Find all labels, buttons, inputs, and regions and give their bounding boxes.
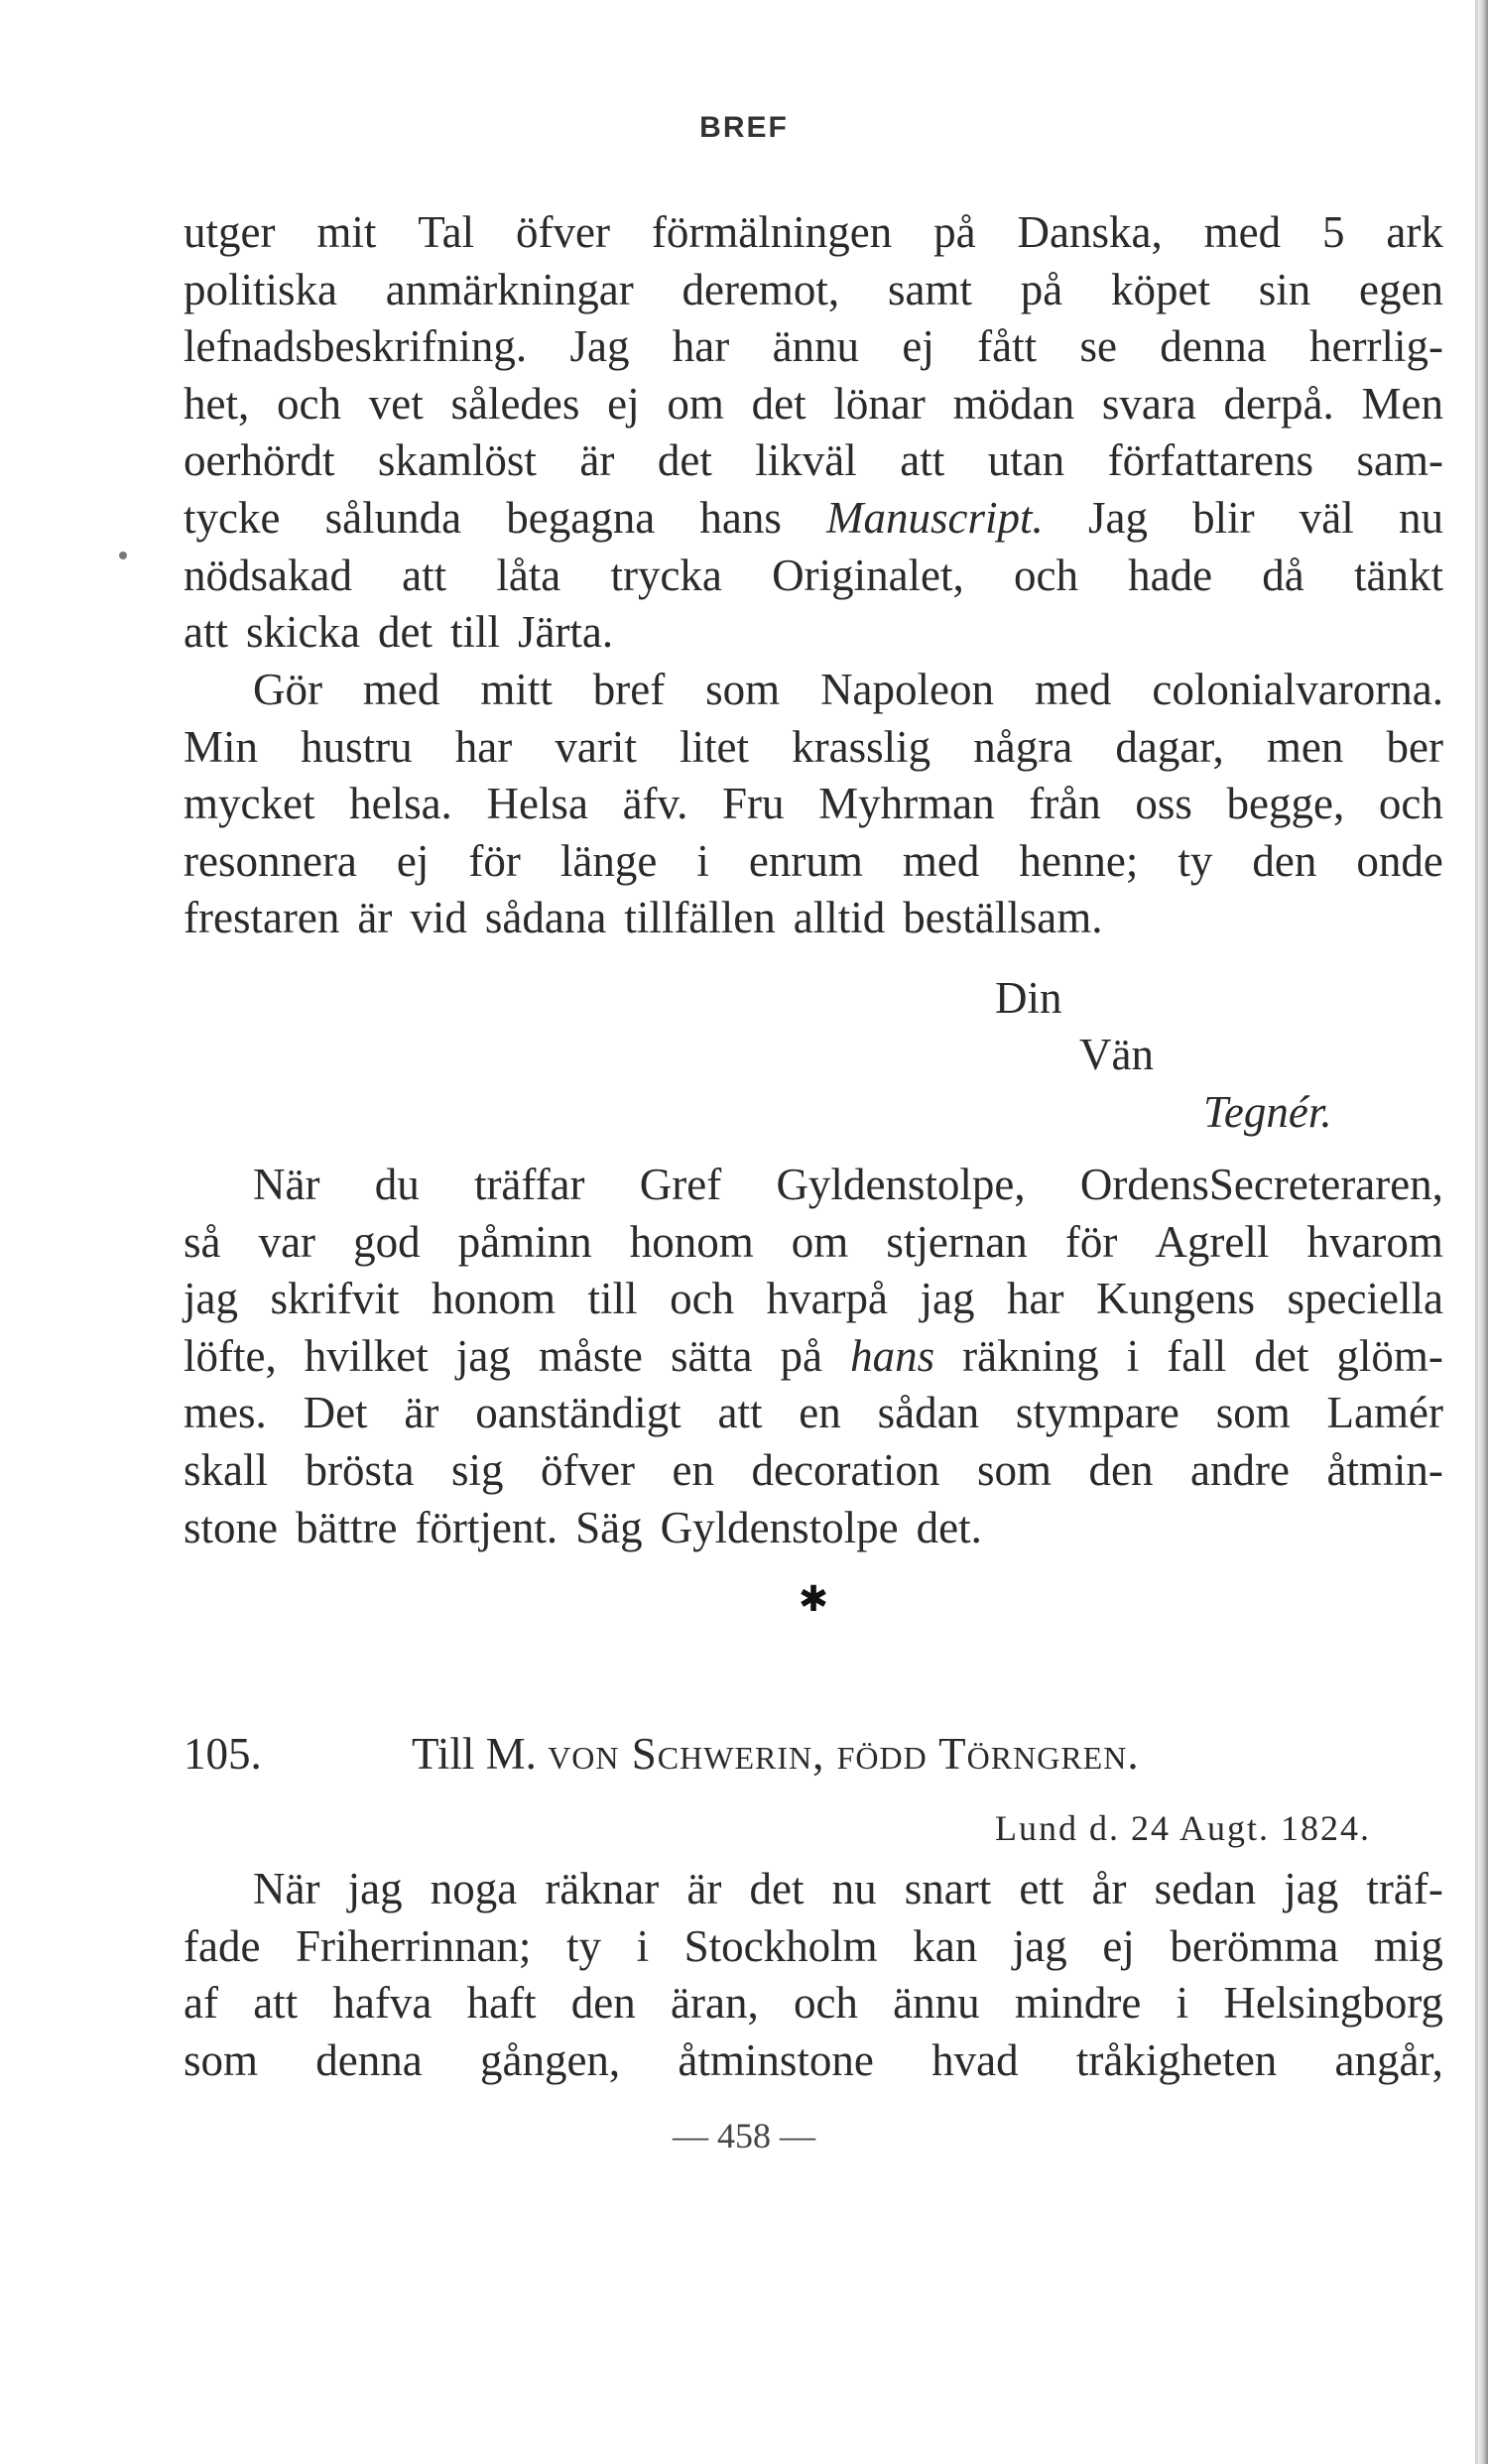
letter-title-prefix: Till M.: [412, 1729, 537, 1779]
text-line: politiska anmärkningar deremot, samt på köpet sin egen: [184, 264, 1443, 314]
paragraph-1: [184, 204, 1443, 662]
asterisk-separator-icon: ✱: [798, 1579, 829, 1620]
text-line: fade Friherrinnan; ty i Stockholm kan jag ej berömma mig: [184, 1920, 1443, 1971]
signature-name: Tegnér.: [1203, 1087, 1332, 1137]
text-line: nödsakad att låta trycka Originalet, och hade då tänkt: [184, 550, 1443, 600]
paragraph-2: [184, 662, 1443, 947]
text-line: som denna gången, åtminstone hvad tråkigheten angår,: [184, 2034, 1443, 2085]
text-line: lefnadsbeskrifning. Jag har ännu ej fått se denna herrlig-: [184, 321, 1443, 372]
margin-mark: [119, 552, 127, 559]
letter-title-name: von Schwerin, född Törngren.: [548, 1729, 1140, 1779]
text-line: frestaren är vid sådana tillfällen alltid beställsam.: [184, 893, 1103, 943]
text-line: skall brösta sig öfver en decoration som den andre åtmin-: [184, 1444, 1443, 1495]
signature-van: Vän: [1079, 1030, 1154, 1079]
text-line: löfte, hvilket jag måste sätta på hans räkning i fall det glöm-: [184, 1330, 1443, 1381]
text-line: mes. Det är oanständigt att en sådan stympare som Lamér: [184, 1388, 1443, 1438]
postscript: [184, 1157, 1443, 1556]
text-line: af att hafva haft den äran, och ännu mindre i Helsingborg: [184, 1978, 1443, 2029]
text-line: Gör med mitt bref som Napoleon med colonialvarorna.: [253, 665, 1443, 714]
page-edge: [1478, 0, 1488, 2464]
text-line: När du träffar Gref Gyldenstolpe, OrdensSecreteraren,: [253, 1160, 1443, 1209]
page-number: — 458 —: [673, 2116, 815, 2156]
text-line: mycket helsa. Helsa äfv. Fru Myhrman från oss begge, och: [184, 779, 1443, 829]
text-line: stone bättre förtjent. Säg Gyldenstolpe det.: [184, 1502, 982, 1552]
text-line: utger mit Tal öfver förmälningen på Danska, med 5 ark: [184, 207, 1443, 257]
text-line: jag skrifvit honom till och hvarpå jag har Kungens speciella: [184, 1274, 1443, 1324]
letter-105-body: [184, 1861, 1443, 2089]
text-line: Min hustru har varit litet krasslig några dagar, men ber: [184, 721, 1443, 772]
text-line: resonnera ej för länge i enrum med henne; ty den onde: [184, 835, 1443, 886]
letter-place-date: Lund d. 24 Augt. 1824.: [994, 1808, 1371, 1848]
text-line: tycke sålunda begagna hans Manuscript. Jag blir väl nu: [184, 492, 1443, 543]
text-line: att skicka det till Järta.: [184, 607, 614, 658]
text-line: het, och vet således ej om det lönar mödan svara derpå. Men: [184, 378, 1443, 429]
text-line: När jag noga räknar är det nu snart ett år sedan jag träf-: [253, 1864, 1443, 1913]
text-line: oerhördt skamlöst är det likväl att utan författarens sam-: [184, 435, 1443, 486]
text-line: så var god påminn honom om stjernan för Agrell hvarom: [184, 1216, 1443, 1267]
signature-din: Din: [995, 973, 1062, 1023]
letter-number: 105.: [184, 1729, 262, 1779]
letter-heading: [184, 1726, 1140, 1784]
running-head: BREF: [699, 111, 789, 144]
